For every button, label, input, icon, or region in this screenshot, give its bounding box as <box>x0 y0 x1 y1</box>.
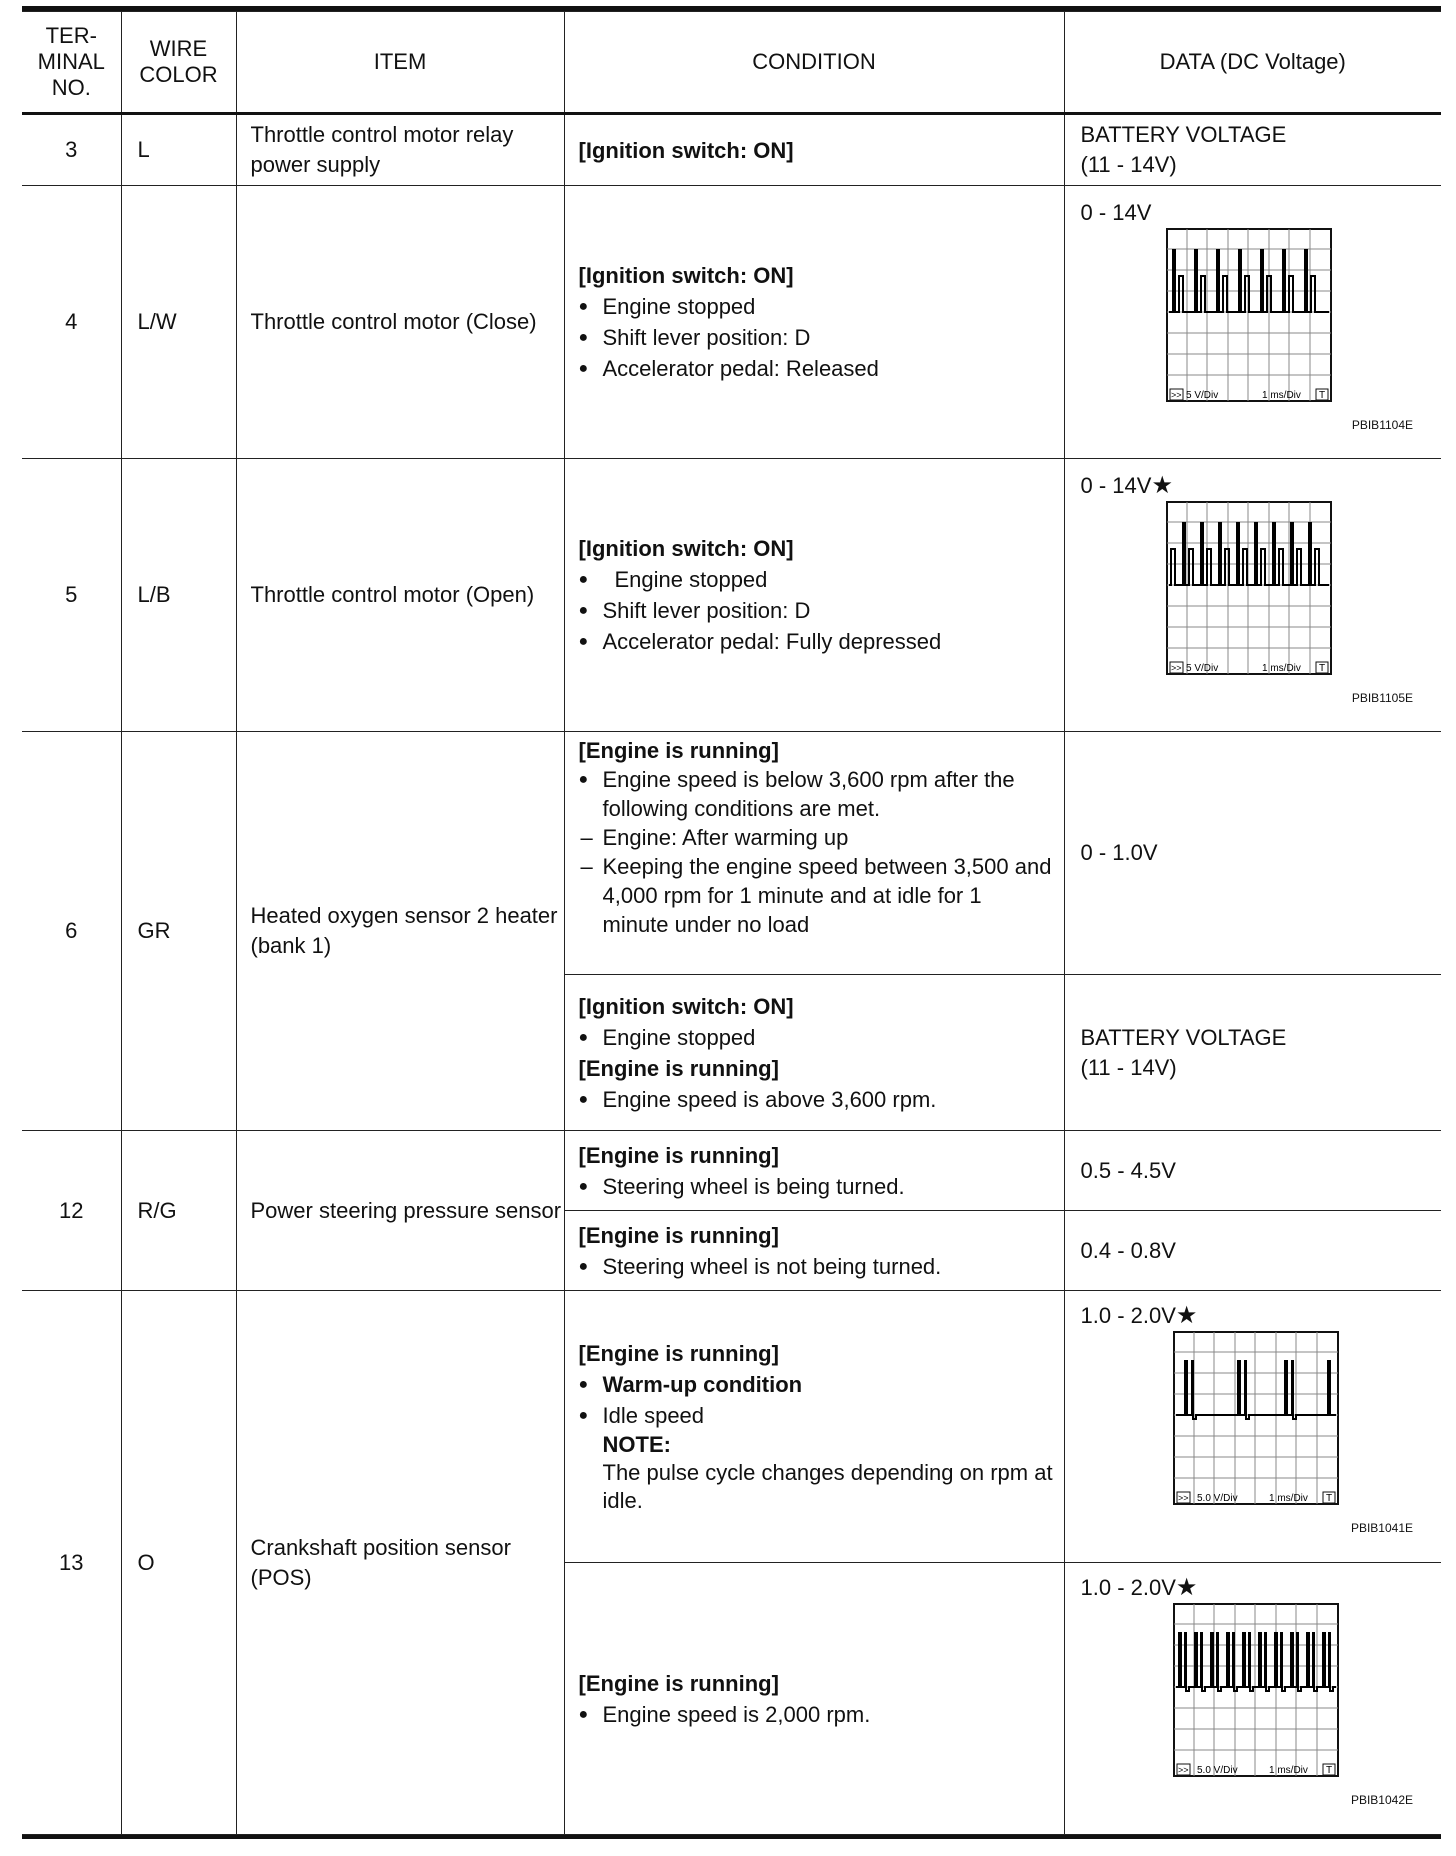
scope-trigger: T <box>1325 1765 1332 1776</box>
terminal-no: 3 <box>22 114 121 186</box>
scope-trigger: T <box>1318 390 1325 401</box>
data-value-cell <box>1064 459 1441 732</box>
figure-id: PBIB1104E <box>1351 418 1413 432</box>
header-terminal: TER- MINAL NO. <box>22 12 121 114</box>
condition-heading: [Ignition switch: ON] <box>578 137 794 163</box>
table-row <box>22 114 1441 186</box>
condition-list <box>579 291 1054 384</box>
condition-item: ● Shift lever position: D <box>579 322 1054 353</box>
note-text: The pulse cycle changes depending on rpm at idle. <box>602 1460 1053 1513</box>
item-text: Throttle control motor relay power supply <box>236 114 564 186</box>
condition-list <box>579 1251 1054 1282</box>
oscilloscope-waveform <box>1173 1603 1341 1783</box>
svg-text:>>: >> <box>1170 390 1182 400</box>
condition-heading: [Engine is running] <box>578 1055 779 1081</box>
table-row <box>22 459 1441 732</box>
scope-trigger: T <box>1325 1493 1332 1504</box>
data-value: 0 - 14V <box>1080 200 1152 225</box>
oscilloscope-waveform <box>1166 501 1334 681</box>
condition <box>564 1131 1064 1211</box>
condition-item: ● Engine stopped <box>579 564 1054 595</box>
condition <box>564 732 1064 975</box>
condition-list <box>579 1699 1054 1730</box>
condition-item: ● Idle speed <box>579 1400 1054 1431</box>
data-value: BATTERY VOLTAGE (11 - 14V) <box>1064 114 1441 186</box>
wire-color: L <box>121 114 236 186</box>
star-icon: ★ <box>1175 1302 1198 1329</box>
condition-item: ● Engine stopped <box>579 291 1054 322</box>
note-label: NOTE: <box>602 1432 671 1457</box>
item-text: Throttle control motor (Close) <box>236 186 564 459</box>
table-row <box>22 1291 1441 1563</box>
condition-list <box>579 1084 1054 1115</box>
condition-subitem: – Engine: After warming up <box>579 823 1054 852</box>
condition-item: ● Steering wheel is not being turned. <box>579 1251 1054 1282</box>
data-voltage: 0 - 14V <box>1080 473 1152 498</box>
scope-time-scale: 1 ms/Div <box>1261 390 1301 401</box>
condition-list <box>579 765 1054 939</box>
data-value <box>1081 1301 1442 1331</box>
figure-id: PBIB1042E <box>1350 1793 1413 1807</box>
condition-item: ● Shift lever position: D <box>579 595 1054 626</box>
condition-heading: [Ignition switch: ON] <box>578 263 794 288</box>
condition-heading: [Engine is running] <box>578 1670 779 1696</box>
condition-heading: [Engine is running] <box>578 1142 779 1168</box>
condition <box>564 975 1064 1131</box>
item-text: Power steering pressure sensor <box>236 1131 564 1291</box>
wire-color: GR <box>121 732 236 1131</box>
condition-heading: [Engine is running] <box>578 1222 779 1248</box>
terminal-no: 12 <box>22 1131 121 1291</box>
condition-list <box>579 1369 1054 1431</box>
terminal-table <box>22 11 1441 1835</box>
condition <box>564 186 1064 459</box>
data-value <box>1081 1573 1442 1603</box>
oscilloscope-waveform <box>1166 228 1334 408</box>
scope-time-scale: 1 ms/Div <box>1268 1493 1308 1504</box>
svg-text:>>: >> <box>1177 1765 1189 1775</box>
condition-list <box>579 564 1054 657</box>
star-icon: ★ <box>1151 472 1173 499</box>
condition-item: ● Engine speed is above 3,600 rpm. <box>579 1084 1054 1115</box>
item-text: Throttle control motor (Open) <box>236 459 564 732</box>
condition <box>564 459 1064 732</box>
scope-volt-scale: 5.0 V/Div <box>1196 1493 1238 1504</box>
wire-color: R/G <box>121 1131 236 1291</box>
figure-id: PBIB1041E <box>1350 1521 1413 1535</box>
item-text: Crankshaft position sensor (POS) <box>236 1291 564 1835</box>
scope-time-scale: 1 ms/Div <box>1268 1765 1308 1776</box>
scope-time-scale: 1 ms/Div <box>1261 663 1301 674</box>
header-row <box>22 12 1441 114</box>
condition-subitem: – Keeping the engine speed between 3,500 and 4,000 rpm for 1 minute and at idle for 1 minute under no load <box>579 852 1054 939</box>
data-voltage: 1.0 - 2.0V <box>1080 1303 1176 1328</box>
data-value: 0 - 1.0V <box>1064 732 1441 975</box>
terminal-no: 5 <box>22 459 121 732</box>
condition-heading: [Ignition switch: ON] <box>578 536 794 561</box>
header-item: ITEM <box>236 12 564 114</box>
header-condition: CONDITION <box>564 12 1064 114</box>
condition-item: ● Warm-up condition <box>579 1369 1054 1400</box>
condition-item: ● Steering wheel is being turned. <box>579 1171 1054 1202</box>
condition-item: ● Engine speed is below 3,600 rpm after the following conditions are met. <box>579 765 1054 823</box>
condition <box>564 1563 1064 1835</box>
scope-volt-scale: 5 V/Div <box>1185 663 1218 674</box>
condition-heading: [Engine is running] <box>578 1341 779 1366</box>
data-value-cell <box>1064 1291 1441 1563</box>
condition-heading: [Ignition switch: ON] <box>578 993 794 1019</box>
star-icon: ★ <box>1175 1574 1198 1601</box>
condition-list <box>579 1171 1054 1202</box>
condition-item: ● Accelerator pedal: Released <box>579 353 1054 384</box>
table-row <box>22 732 1441 975</box>
oscilloscope-waveform <box>1173 1331 1341 1511</box>
condition-heading: [Engine is running] <box>578 738 779 763</box>
bottom-rule <box>22 1835 1441 1839</box>
terminal-no: 4 <box>22 186 121 459</box>
scope-volt-scale: 5 V/Div <box>1185 390 1218 401</box>
data-value: 0.5 - 4.5V <box>1064 1131 1441 1211</box>
condition-list <box>579 1022 1054 1053</box>
scope-trigger: T <box>1318 663 1325 674</box>
terminal-no: 13 <box>22 1291 121 1835</box>
svg-text:>>: >> <box>1170 663 1182 673</box>
figure-id: PBIB1105E <box>1351 691 1413 705</box>
svg-text:>>: >> <box>1177 1493 1189 1503</box>
scope-volt-scale: 5.0 V/Div <box>1196 1765 1238 1776</box>
data-value-cell <box>1064 186 1441 459</box>
data-voltage: 1.0 - 2.0V <box>1080 1575 1176 1600</box>
item-text: Heated oxygen sensor 2 heater (bank 1) <box>236 732 564 1131</box>
terminal-no: 6 <box>22 732 121 1131</box>
condition-item: ● Accelerator pedal: Fully depressed <box>579 626 1054 657</box>
header-wire-color: WIRE COLOR <box>121 12 236 114</box>
wire-color: O <box>121 1291 236 1835</box>
table-row <box>22 186 1441 459</box>
table-row <box>22 1131 1441 1211</box>
wire-color: L/W <box>121 186 236 459</box>
header-data: DATA (DC Voltage) <box>1064 12 1441 114</box>
data-value: BATTERY VOLTAGE (11 - 14V) <box>1064 975 1441 1131</box>
data-value: 0.4 - 0.8V <box>1064 1211 1441 1291</box>
condition-item: ● Engine stopped <box>579 1022 1054 1053</box>
data-value-cell <box>1064 1563 1441 1835</box>
condition <box>564 114 1064 186</box>
terminal-data-document <box>22 0 1441 1839</box>
condition-item: ● Engine speed is 2,000 rpm. <box>579 1699 1054 1730</box>
condition <box>564 1211 1064 1291</box>
data-value <box>1081 471 1442 501</box>
wire-color: L/B <box>121 459 236 732</box>
condition <box>564 1291 1064 1563</box>
